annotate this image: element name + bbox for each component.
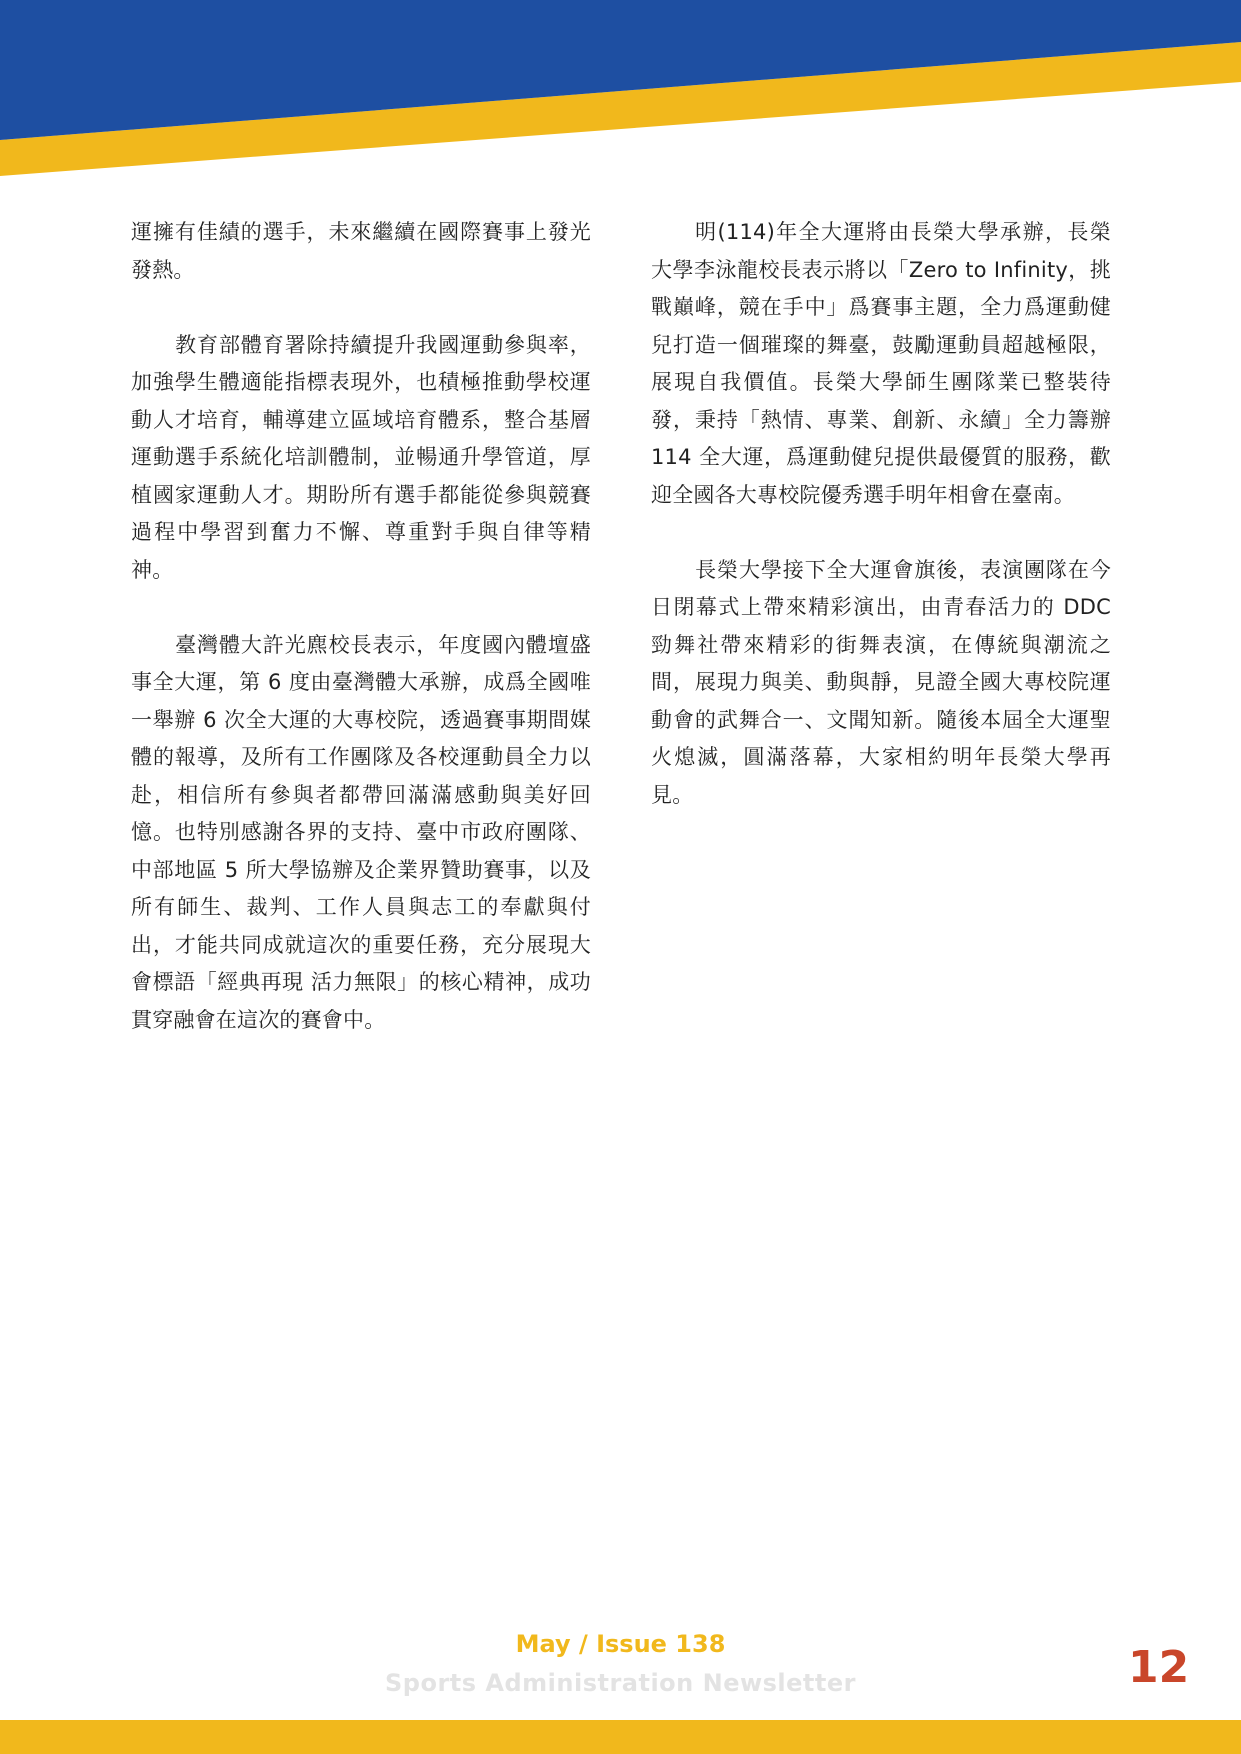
article-paragraph: 運擁有佳績的選手，未來繼續在國際賽事上發光發熱。 [131,220,591,282]
footer-newsletter-name: Sports Administration Newsletter [384,1669,856,1697]
article-left-column [131,214,591,1077]
article-paragraph: 長榮大學接下全大運會旗後，表演團隊在今日閉幕式上帶來精彩演出，由青春活力的 DDC 勁舞社帶來精彩的街舞表演，在傳統與潮流之間，展現力與美、動與靜，見證全國大專校院運動會的武舞合一、文聞知新。隨後本屆全大運聖火熄滅，圓滿落幕，大家相約明年長榮大學再見。 [651,557,1111,807]
header-decoration [0,0,1241,190]
page-number: 12 [1128,1642,1190,1693]
article-right-column [651,214,1111,852]
footer-issue: May / Issue 138 [515,1630,726,1658]
article-paragraph: 教育部體育署除持續提升我國運動參與率，加強學生體適能指標表現外，也積極推動學校運動人才培育，輔導建立區域培育體系，整合基層運動選手系統化培訓體制，並暢通升學管道，厚植國家運動人才。期盼所有選手都能從參與競賽過程中學習到奮力不懈、尊重對手與自律等精神。 [131,332,591,582]
article-paragraph: 明(114)年全大運將由長榮大學承辦，長榮大學李泳龍校長表示將以「Zero to Infinity，挑戰巔峰，競在手中」爲賽事主題，全力爲運動健兒打造一個璀璨的舞臺，鼓勵運動員超越極限，展現自我價值。長榮大學師生團隊業已整裝待發，秉持「熱情、專業、創新、永續」全力籌辦 114 全大運，爲運動健兒提供最優質的服務，歡迎全國各大專校院優秀選手明年相會在臺南。 [651,220,1111,507]
article-paragraph: 臺灣體大許光麃校長表示，年度國內體壇盛事全大運，第 6 度由臺灣體大承辦，成爲全國唯一舉辦 6 次全大運的大專校院，透過賽事期間媒體的報導，及所有工作團隊及各校運動員全力以赴，相信所有參與者都帶回滿滿感動與美好回憶。也特別感謝各界的支持、臺中市政府團隊、中部地區 5 所大學協辦及企業界贊助賽事，以及所有師生、裁判、工作人員與志工的奉獻與付出，才能共同成就這次的重要任務，充分展現大會標語「經典再現 活力無限」的核心精神，成功貫穿融會在這次的賽會中。 [131,632,591,1032]
footer-bottom-bar [0,1720,1241,1754]
